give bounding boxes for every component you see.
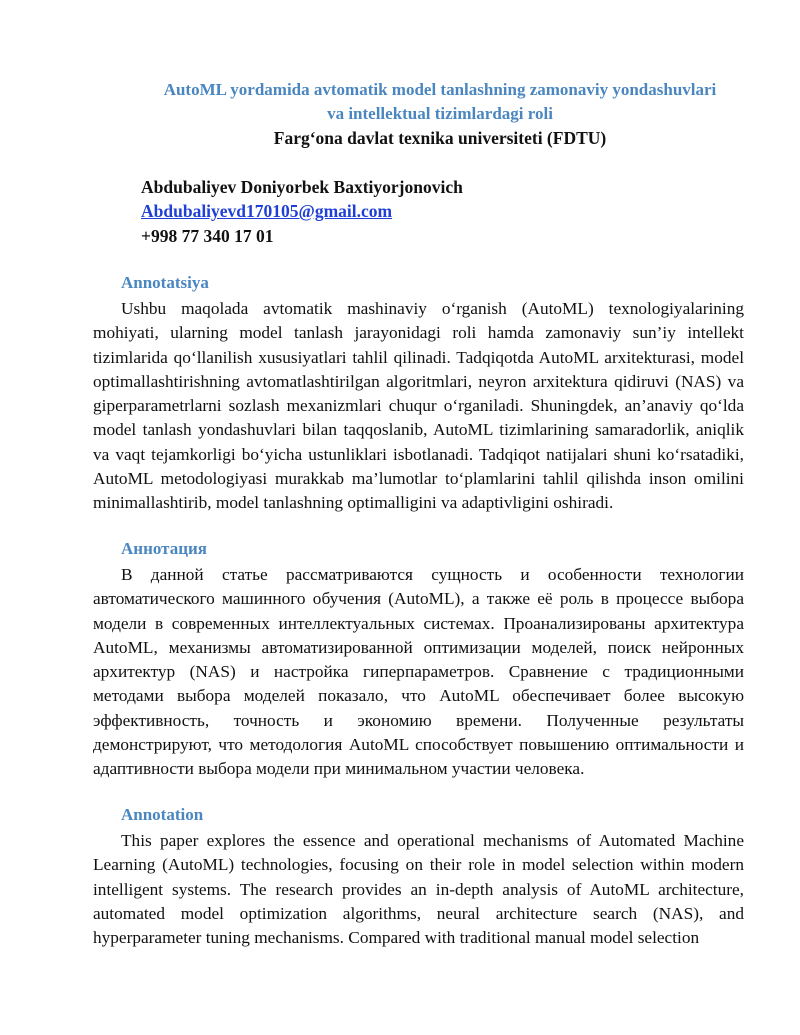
author-phone: +998 77 340 17 01 [141, 226, 274, 246]
abstract-uz-heading: Annotatsiya [121, 273, 209, 292]
abstract-en-paragraph [93, 829, 744, 950]
university-name: Farg‘ona davlat texnika universiteti (FDTU) [273, 128, 607, 148]
abstract-en-text: This paper explores the essence and operational mechanisms of Automated Machine Learning (AutoML) technologies, focusing on their role in model selection within modern intelligent systems. The research provides an in-depth analysis of AutoML architecture, automated model optimization algorithms, neural architecture search (NAS), and hyperparameter tuning mechanisms. Compared with traditional manual model selection [93, 831, 744, 948]
abstract-en-heading: Annotation [121, 805, 204, 824]
abstract-uz-text: Ushbu maqolada avtomatik mashinaviy o‘rganish (AutoML) texnologiyalarining mohiyati, ularning model tanlash jarayonidagi roli hamda zamonaviy sun’iy intellekt tizimlarida qo‘llanilish xususiyatlari tahlil qilinadi. Tadqiqotda AutoML arxitekturasi, model optimallashtirishning avtomatlashtirilgan algoritmlari, neyron arxitektura qidiruvi (NAS) va giperparametrlarni sozlash mexanizmlari chuqur o‘rganiladi. Shuningdek, an’anaviy qo‘lda model tanlash yondashuvlari bilan taqqoslanib, AutoML tizimlarining samaradorlik, aniqlik va vaqt tejamkorligi bo‘yicha ustunliklari isbotlanadi. Tadqiqot natijalari shuni ko‘rsatadiki, AutoML metodologiyasi murakkab ma’lumotlar to‘plamlarini tahlil qilishda inson omilini minimallashtirib, model tanlashning optimalligini va adaptivligini oshiradi. [93, 299, 744, 513]
paper-title-line-2: va intellektual tizimlardagi roli [327, 104, 553, 123]
author-name: Abdubaliyev Doniyorbek Baxtiyorjonovich [141, 177, 463, 197]
abstract-ru-heading: Аннотация [121, 539, 207, 558]
abstract-ru-text: В данной статье рассматриваются сущность и особенности технологии автоматического машинного обучения (AutoML), а также её роль в процессе выбора модели в современных интеллектуальных системах. Проанализированы архитектура AutoML, механизмы автоматизированной оптимизации моделей, поиск нейронных архитектур (NAS) и настройка гиперпараметров. Сравнение с традиционными методами выбора моделей показало, что AutoML обеспечивает более высокую эффективность, точность и экономию времени. Полученные результаты демонстрируют, что методология AutoML способствует повышению оптимальности и адаптивности выбора модели при минимальном участии человека. [93, 565, 744, 779]
abstract-uz-paragraph [93, 297, 744, 516]
author-email-link[interactable]: Abdubaliyevd170105@gmail.com [141, 201, 393, 221]
paper-title-line-1: AutoML yordamida avtomatik model tanlashning zamonaviy yondashuvlari [163, 80, 717, 99]
abstract-ru-paragraph [93, 563, 744, 782]
